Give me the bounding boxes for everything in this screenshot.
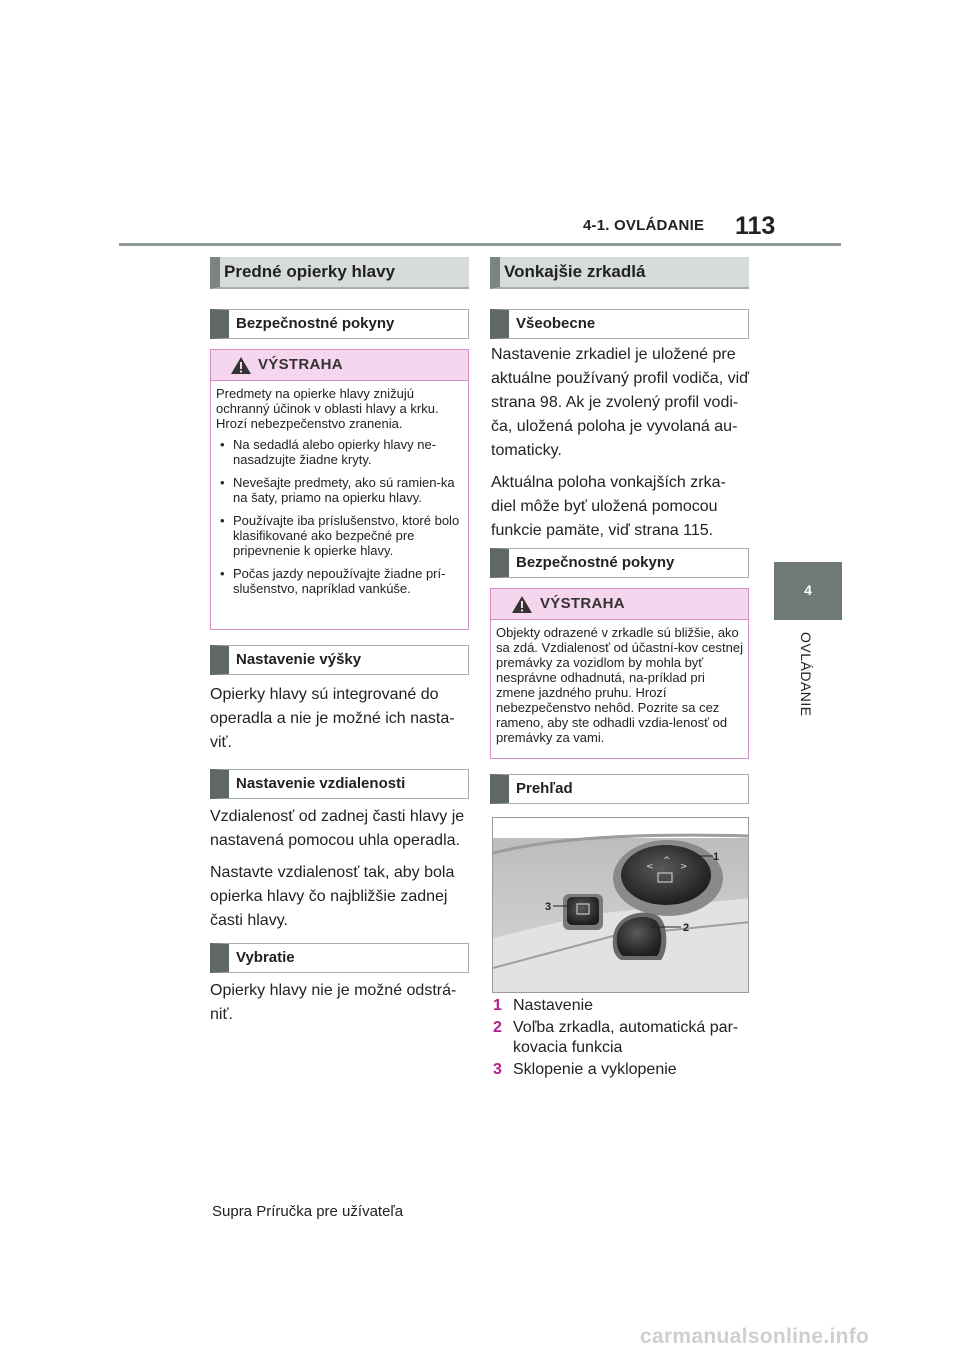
- figure-legend: [493, 996, 749, 1082]
- height-text: Opierky hlavy sú integrované do operadla a nie je možné ich nasta-viť.: [210, 686, 455, 751]
- removal-text: Opierky hlavy nie je možné odstrá-niť.: [210, 982, 457, 1023]
- subheading-height: Nastavenie výšky: [210, 645, 469, 675]
- figure-label-1: 1: [713, 851, 720, 863]
- subheading-overview: Prehľad: [490, 774, 749, 804]
- watermark[interactable]: carmanualsonline.info: [640, 1325, 870, 1348]
- warning-title: VÝSTRAHA: [540, 595, 625, 612]
- section-title: 4-1. OVLÁDANIE: [583, 217, 705, 234]
- figure-label-2: 2: [683, 922, 690, 934]
- mirror-control-figure: [492, 817, 749, 993]
- svg-text:^: ^: [663, 856, 671, 866]
- legend-number: 3: [493, 1061, 502, 1078]
- footer-text: Supra Príručka pre užívateľa: [212, 1203, 404, 1220]
- warning-header: [211, 350, 468, 381]
- removal-text-block: [210, 979, 469, 1035]
- warning-bullet: • Na sedadlá alebo opierky hlavy ne-nasadzujte žiadne kryty.: [216, 437, 463, 467]
- warning-bullet: • Nevešajte predmety, ako sú ramien-ka na šaty, priamo na opierku hlavy.: [216, 475, 463, 505]
- legend-item: [493, 1018, 749, 1058]
- warning-intro: Predmety na opierke hlavy znižujú ochranný účinok v oblasti hlavy a krku. Hrozí nebezpečenstvo zranenia.: [216, 386, 439, 431]
- subheading-distance: Nastavenie vzdialenosti: [210, 769, 469, 799]
- warning-box-right: [490, 588, 749, 759]
- legend-item: [493, 1060, 749, 1080]
- svg-text:<: <: [646, 862, 654, 872]
- general-text-block: [491, 343, 750, 551]
- figure-label-3: 3: [545, 901, 552, 913]
- subheading-safety-right: Bezpečnostné pokyny: [490, 548, 749, 578]
- distance-text-1: Vzdialenosť od zadnej časti hlavy je nastavená pomocou uhla operadla.: [210, 808, 465, 849]
- warning-text: Objekty odrazené v zrkadle sú bližšie, ako sa zdá. Vzdialenosť od účastní-kov cestnej premávky za vozidlom by mohla byť nesprávne odhadnutá, na-príklad pri zmene jazdného pruhu. Hrozí nebezpečenstvo nehôd. Pozrite sa cez rameno, aby ste odhadli vzdia-lenosť od premávky za vami.: [496, 625, 743, 745]
- svg-text:>: >: [680, 862, 688, 872]
- general-text-2: Aktuálna poloha vonkajších zrka-diel môže byť uložená pomocou funkcie pamäte, viď strana 115.: [491, 474, 726, 539]
- warning-bullet: • Používajte iba príslušenstvo, ktoré bolo klasifikované ako bezpečné pre pripevnenie k opierke hlavy.: [216, 513, 463, 558]
- subheading-removal: Vybratie: [210, 943, 469, 973]
- legend-number: 2: [493, 1019, 502, 1036]
- warning-bullet: • Počas jazdy nepoužívajte žiadne prí-slušenstvo, napríklad vankúše.: [216, 566, 463, 596]
- header-divider: [119, 243, 841, 246]
- chapter-tab[interactable]: [774, 562, 842, 620]
- chapter-label: OVLÁDANIE: [798, 632, 814, 717]
- warning-triangle-icon: [511, 595, 533, 614]
- distance-text-2: Nastavte vzdialenosť tak, aby bola opierka hlavy čo najbližšie zadnej časti hlavy.: [210, 864, 455, 929]
- distance-text-block: [210, 805, 469, 941]
- warning-title: VÝSTRAHA: [258, 356, 343, 373]
- legend-text: Voľba zrkadla, automatická par-kovacia funkcia: [513, 1019, 739, 1056]
- warning-triangle-icon: [230, 356, 252, 375]
- height-text-block: [210, 683, 469, 763]
- legend-text: Sklopenie a vyklopenie: [513, 1061, 677, 1078]
- chapter-number: 4: [804, 582, 812, 598]
- legend-number: 1: [493, 997, 502, 1014]
- subheading-general: Všeobecne: [490, 309, 749, 339]
- heading-exterior-mirrors: Vonkajšie zrkadlá: [490, 257, 749, 289]
- warning-header: [491, 589, 748, 620]
- legend-text: Nastavenie: [513, 997, 594, 1014]
- legend-item: [493, 996, 749, 1016]
- page-number: 113: [735, 212, 776, 240]
- general-text-1: Nastavenie zrkadiel je uložené pre aktuálne používaný profil vodiča, viď strana 98. Ak je zvolený profil vodi-ča, uložená poloha je vyvolaná au-tomaticky.: [491, 346, 749, 459]
- mirror-switch-illustration: [493, 818, 749, 993]
- warning-box-left: [210, 349, 469, 630]
- heading-head-restraints: Predné opierky hlavy: [210, 257, 469, 289]
- subheading-safety-left: Bezpečnostné pokyny: [210, 309, 469, 339]
